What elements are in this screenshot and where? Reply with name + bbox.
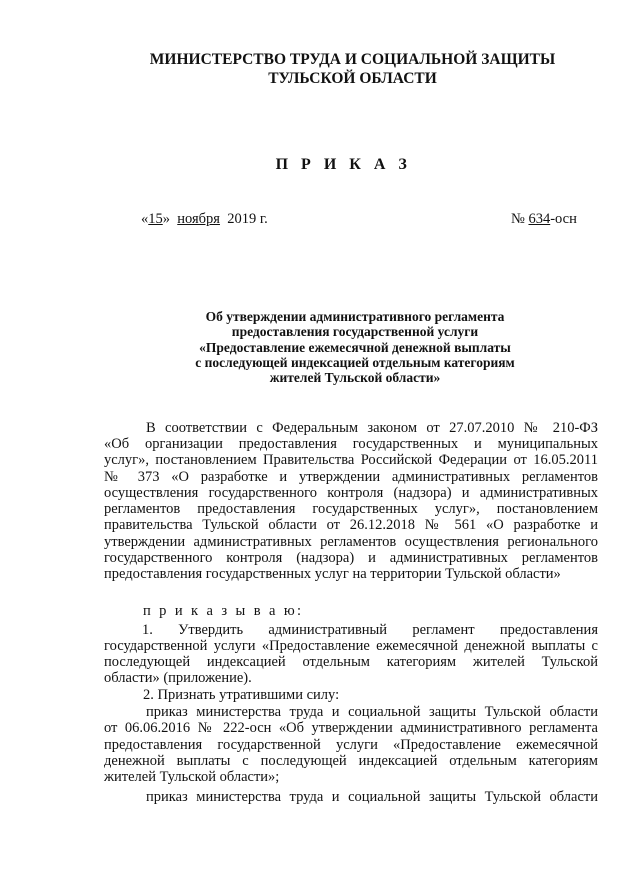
item2-title: 2. Признать утратившими силу: <box>143 687 340 703</box>
preamble-line: правительства Тульской области от 26.12.2018 № 561 «О разработке и <box>104 517 598 533</box>
number-suffix: -осн <box>550 211 577 227</box>
item1-line: 1. Утвердить административный регламент предоставления <box>142 622 598 638</box>
item2a-line: предоставления государственной услуги «Предоставление ежемесячной <box>104 737 598 753</box>
date-close-quote: » <box>162 211 170 227</box>
subject-line: Об утверждении административного регламента <box>205 309 505 324</box>
subject-line: «Предоставление ежемесячной денежной выплаты <box>199 339 511 355</box>
order-subject <box>140 309 570 385</box>
preamble-line: услуг», постановлением Правительства Российской Федерации от 16.05.2011 <box>104 452 598 468</box>
ministry-name-line1: МИНИСТЕРСТВО ТРУДА И СОЦИАЛЬНОЙ ЗАЩИТЫ <box>149 51 556 68</box>
subject-line: жителей Тульской области» <box>269 370 441 386</box>
item1-line: государственной услуги «Предоставление ежемесячной денежной выплаты с <box>104 638 598 654</box>
number-value: 634 <box>528 211 551 227</box>
preamble-line: В соответствии с Федеральным законом от 27.07.2010 № 210-ФЗ <box>146 420 598 436</box>
item2a-line: от 06.06.2016 № 222-осн «Об утверждении административного регламента <box>104 720 598 736</box>
item2a-line: денежной выплаты с последующей индексацией отдельным категориям <box>104 753 598 769</box>
date-day: 15 <box>148 211 163 227</box>
preamble-line: предоставления государственных услуг на территории Тульской области» <box>104 566 561 582</box>
preamble-line: утверждении административных регламентов осуществления регионального <box>104 534 598 550</box>
item2a-line: жителей Тульской области»; <box>104 769 280 785</box>
subject-line: с последующей индексацией отдельным категориям <box>195 354 515 370</box>
preamble-line: осуществления государственного контроля (надзора) и административных <box>104 485 598 501</box>
date-open-quote: « <box>141 211 149 227</box>
item2b-line: приказ министерства труда и социальной защиты Тульской области <box>146 789 598 805</box>
subject-line: предоставления государственной услуги <box>231 324 479 340</box>
preamble-line: «Об организации предоставления государственных и муниципальных <box>104 436 598 452</box>
ministry-name-line2: ТУЛЬСКОЙ ОБЛАСТИ <box>268 70 437 87</box>
item2a-line: приказ министерства труда и социальной защиты Тульской области <box>146 704 598 720</box>
order-number <box>511 211 577 228</box>
preamble-line: регламентов предоставления государственных услуг», постановлением <box>104 501 598 517</box>
item1-line: области» (приложение). <box>104 670 252 686</box>
order-verb: п р и к а з ы в а ю: <box>143 603 304 619</box>
ministry-header <box>0 50 639 88</box>
number-prefix: № <box>511 211 529 227</box>
preamble-line: № 373 «О разработке и утверждении административных регламентов <box>104 469 598 485</box>
date-month: ноября <box>177 211 220 227</box>
document-title: П Р И К А З <box>275 156 412 173</box>
date-year: 2019 г. <box>227 211 268 227</box>
order-date <box>141 211 268 228</box>
preamble-line: государственного контроля (надзора) и административных регламентов <box>104 550 598 566</box>
item1-line: последующей индексацией отдельным категориям жителей Тульской <box>104 654 598 670</box>
